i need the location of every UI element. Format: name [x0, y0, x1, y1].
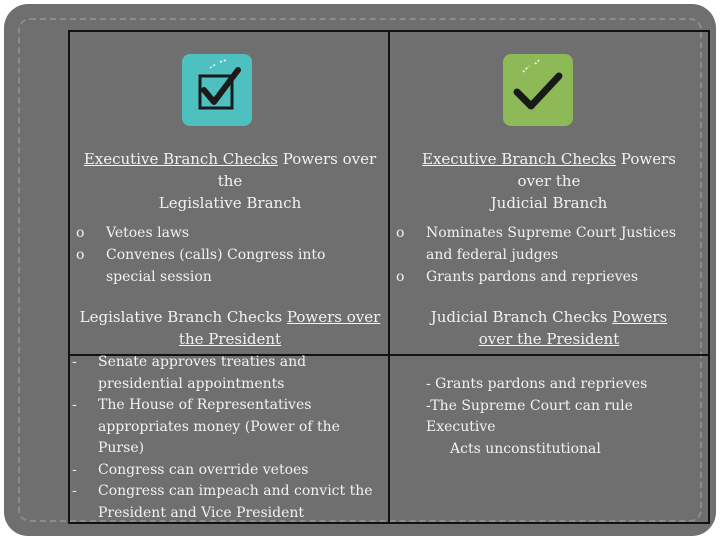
list-item-text: Nominates Supreme Court Justices and federal judges — [426, 225, 677, 263]
heading-line-2: the — [217, 172, 243, 190]
checkbox-check-icon — [182, 54, 252, 126]
dash-list — [72, 352, 382, 524]
heading-line-2: the President — [178, 330, 282, 348]
bullet-list — [76, 222, 366, 288]
dash-symbol: - — [72, 483, 77, 499]
list-item — [72, 352, 382, 395]
check-icon — [503, 54, 573, 126]
heading-line-2: over the — [517, 172, 581, 190]
heading-exec-over-legislative — [80, 148, 380, 214]
list-item-text: Vetoes laws — [106, 225, 190, 241]
heading-underlined-text: Powers over — [286, 308, 381, 326]
list-item-text: Senate approves treaties and presidential appointments — [98, 354, 307, 392]
heading-text: Judicial Branch Checks — [430, 308, 613, 326]
dash-symbol: - — [72, 397, 77, 413]
heading-underlined-text: Executive Branch Checks — [83, 150, 278, 168]
dash-symbol: - — [72, 461, 77, 478]
list-item-text: Congress can override vetoes — [98, 461, 309, 478]
list-item-text: Congress can impeach and convict the President and Vice President — [98, 483, 373, 521]
slide — [4, 4, 716, 536]
list-item-text: Grants pardons and reprieves — [426, 269, 639, 285]
heading-underlined-text: Powers — [612, 308, 668, 326]
heading-text: Legislative Branch Checks — [79, 308, 287, 326]
list-item — [72, 460, 382, 482]
list-item — [76, 244, 366, 288]
list-item — [72, 395, 382, 460]
heading-line-3: Judicial Branch — [490, 194, 608, 212]
text-line: - Grants pardons and reprieves — [426, 376, 648, 392]
list-item — [76, 222, 366, 244]
heading-line-3: Legislative Branch — [158, 194, 302, 212]
heading-text: Powers over — [277, 150, 377, 168]
bullet-symbol: o — [76, 247, 85, 263]
heading-exec-over-judicial — [390, 148, 708, 214]
dash-symbol: - — [72, 354, 77, 370]
list-item-text: Convenes (calls) Congress into special session — [106, 247, 326, 285]
list-item — [396, 222, 702, 266]
judicial-checks-text — [426, 374, 696, 460]
bullet-symbol: o — [396, 225, 405, 241]
heading-legislative-over-president — [74, 306, 386, 350]
bullet-symbol: o — [396, 269, 405, 285]
text-line: -The Supreme Court can rule — [426, 397, 633, 414]
text-line: Executive — [426, 419, 496, 435]
bullet-list — [396, 222, 702, 288]
bullet-symbol: o — [76, 225, 85, 241]
list-item — [72, 481, 382, 524]
list-item-text: The House of Representatives appropriates money (Power of the Purse) — [98, 397, 340, 456]
heading-line-2: over the President — [478, 330, 620, 348]
heading-text: Powers — [616, 150, 676, 168]
text-line: Acts unconstitutional — [450, 440, 601, 457]
checks-table — [68, 30, 710, 524]
heading-underlined-text: Executive Branch Checks — [422, 150, 617, 168]
heading-judicial-over-president — [390, 306, 708, 350]
list-item — [396, 266, 702, 288]
